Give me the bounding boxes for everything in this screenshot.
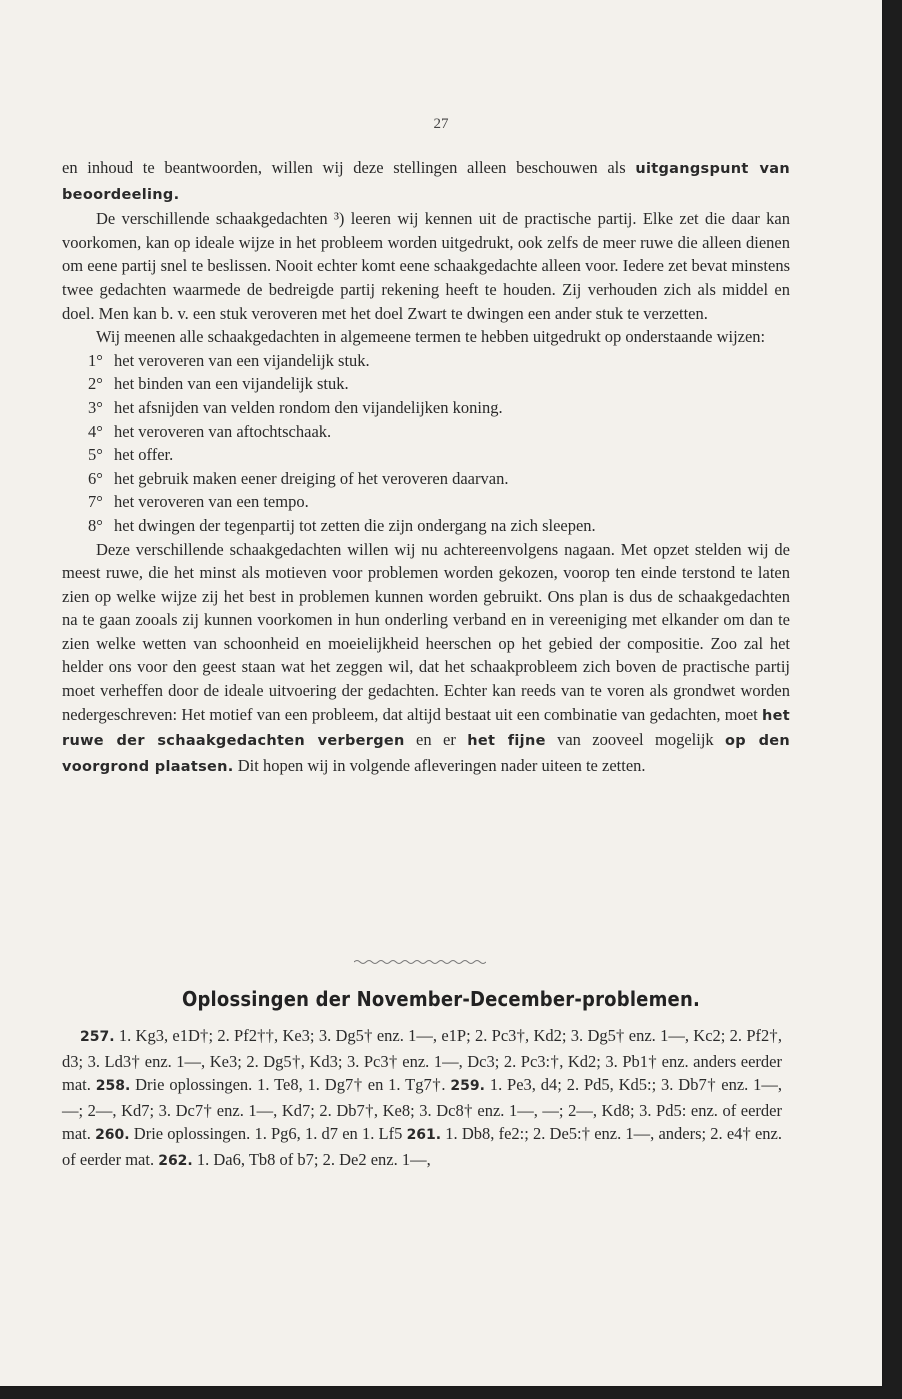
divider-ornament xyxy=(354,956,486,968)
problem-number: 262. xyxy=(158,1152,193,1169)
bold-phrase: het fijne xyxy=(467,733,546,750)
thought-list xyxy=(62,349,790,538)
problem-number: 260. xyxy=(95,1127,130,1144)
problem-number: 258. xyxy=(95,1078,131,1095)
page-number: 27 xyxy=(433,116,449,132)
list-item: 4° het veroveren van aftochtschaak. xyxy=(88,421,332,441)
solutions-text xyxy=(62,1024,782,1174)
list-item: 7° het veroveren van een tempo. xyxy=(88,492,309,512)
paragraph-1-bold: uitgangspunt van beoordeeling. xyxy=(62,161,790,203)
paragraph-2: De verschillende schaakgedachten ³) leeren wij kennen uit de practische partij. Elke zet die daar kan voorkomen, kan op ideale wijze in het probleem worden uitgedrukt, ook zelfs de meer ruwe die alleen dienen om eene partij snel te beslissen. Nooit echter komt eene schaakgedachte alleen voor. Iedere zet bevat minstens twee gedachten waarmede de bedreigde partij rekening heeft te houden. Zij verhouden zich als middel en doel. Men kan b. v. een stuk veroveren met het doel Zwart te dwingen een ander stuk te verzetten. xyxy=(62,209,790,323)
problem-number: 257. xyxy=(80,1029,115,1045)
main-text xyxy=(62,156,790,779)
list-item: 3° het afsnijden van velden rondom den vijandelijken koning. xyxy=(88,397,503,417)
list-item: 5° het offer. xyxy=(88,445,174,465)
problem-number: 261. xyxy=(406,1127,442,1144)
bold-phrase: op den voorgrond plaatsen. xyxy=(62,733,791,775)
list-item: 1° het veroveren van een vijandelijk stuk. xyxy=(88,350,370,370)
list-item: 6° het gebruik maken eener dreiging of het veroveren daarvan. xyxy=(88,468,509,488)
problem-number: 259. xyxy=(450,1078,485,1095)
paragraph-3: Wij meenen alle schaakgedachten in algemeene termen te hebben uitgedrukt op onderstaande wijzen: xyxy=(96,327,766,347)
list-item: 2° het binden van een vijandelijk stuk. xyxy=(88,374,349,394)
paragraph-1 xyxy=(62,156,790,207)
solutions-paragraph: 257. 1. Kg3, e1D†; 2. Pf2††, Ke3; 3. Dg5† enz. 1—, e1P; 2. Pc3†, Kd2; 3. Dg5† enz. 1—, Kc2; 2. Pf2†, d3; 3. Ld3† enz. 1—, Ke3; 2. Dg5†, Kd3; 3. Pc3† enz. 1—, Dc3; 2. Pc3:†, Kd2; 3. Pb1† enz. anders eerder mat. 258. Drie oplossingen. 1. Te8, 1. Dg7† en 1. Tg7†. 259. 1. Pe3, d4; 2. Pd5, Kd5:; 3. Db7† enz. 1—, —; 2—, Kd7; 3. Dc7† enz. 1—, Kd7; 2. Db7†, Ke8; 3. Dc8† enz. 1—, —; 2—, Kd8; 3. Pd5: enz. of eerder mat. 260. Drie oplossingen. 1. Pg6, 1. d7 en 1. Lf5 261. 1. Db8, fe2:; 2. De5:† enz. 1—, anders; 2. e4† enz. of eerder mat. 262. 1. Da6, Tb8 of b7; 2. De2 enz. 1—, xyxy=(62,1026,783,1169)
section-title: Oplossingen der November-December-problemen. xyxy=(181,987,700,1011)
list-item: 8° het dwingen der tegenpartij tot zetten die zijn ondergang na zich sleepen. xyxy=(88,515,596,535)
bold-phrase: het ruwe der schaakgedachten verbergen xyxy=(62,707,790,750)
paragraph-1-text: en inhoud te beantwoorden, willen wij deze stellingen alleen beschouwen als xyxy=(62,158,626,177)
paragraph-4: Deze verschillende schaakgedachten willen wij nu achtereenvolgens nagaan. Met opzet stelden wij de meest ruwe, die het minst als motieven voor problemen worden gekozen, voorop ten einde terstond te laten zien op welke wijze zij het best in problemen kunnen worden gebruikt. Ons plan is dus de schaakgedachten na te gaan zooals zij kunnen voorkomen in hun onderling verband en in vereeniging met elkander om dan te zien welke wetten van schoonheid en moeielijkheid heerschen op het gebied der compositie. Zoo zal het helder ons voor den geest staan wat het zeggen wil, dat het schaakprobleem zich boven de practische partij moet verheffen door de ideale uitvoering der gedachten. Echter kan reeds van te voren als grondwet worden nedergeschreven: Het motief van een probleem, dat altijd bestaat uit een combinatie van gedachten, moet het ruwe der schaakgedachten verbergen en er het fijne van zooveel mogelijk op den voorgrond plaatsen. Dit hopen wij in volgende afleveringen nader uiteen te zetten. xyxy=(62,539,791,775)
